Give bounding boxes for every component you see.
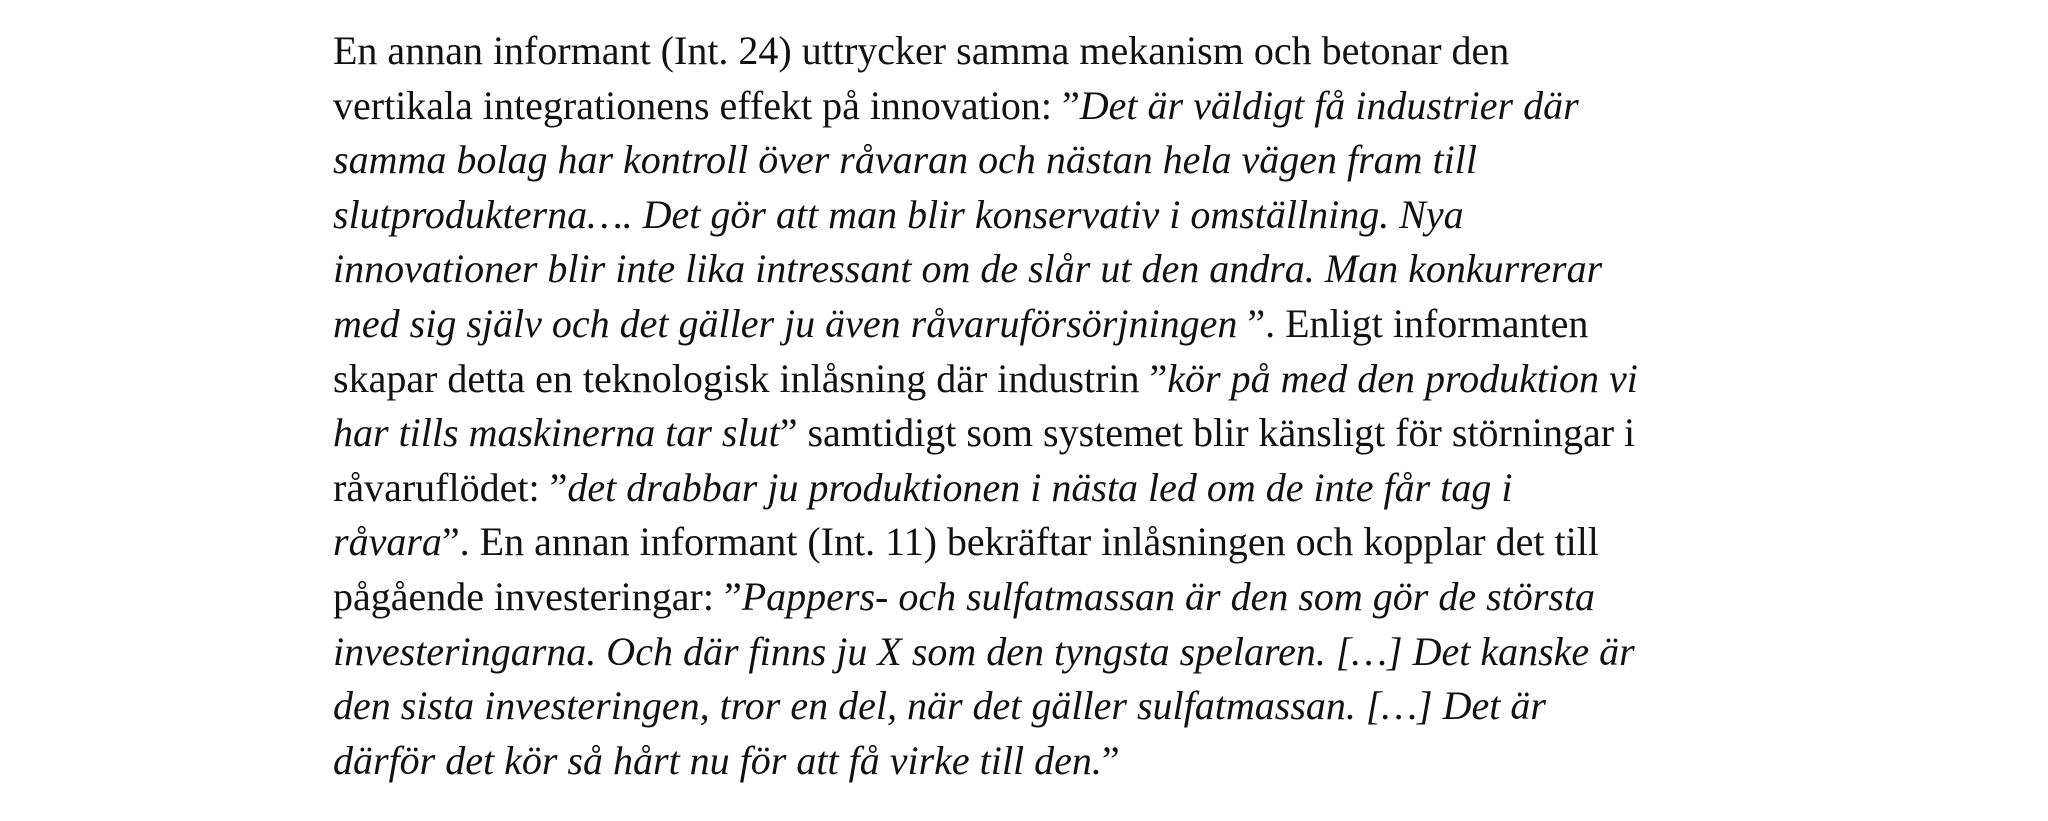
text-line: [333, 734, 1793, 789]
text-line: [333, 461, 1793, 516]
body-text: ”: [1101, 737, 1120, 783]
text-line: [333, 242, 1793, 297]
quoted-text: slutprodukterna…. Det gör att man blir konservativ i omställning. Nya: [333, 191, 1464, 237]
body-text: pågående investeringar: ”: [333, 573, 742, 619]
quoted-text: med sig själv och det gäller ju även råvaruförsörjningen: [333, 300, 1248, 346]
quoted-text: Pappers- och sulfatmassan är den som gör de största: [741, 573, 1596, 619]
text-line: [333, 406, 1793, 461]
body-text: råvaruflödet: ”: [333, 464, 568, 510]
body-text: skapar detta en teknologisk inlåsning där industrin ”: [333, 355, 1168, 401]
quoted-text: det drabbar ju produktionen i nästa led om de inte får tag i: [567, 464, 1513, 510]
document-page: [333, 24, 1793, 788]
body-text: ”. En annan informant (Int. 11) bekräftar inlåsningen och kopplar det till: [441, 519, 1599, 565]
text-line: [333, 625, 1793, 680]
quoted-text: den sista investeringen, tror en del, när det gäller sulfatmassan. […] Det är: [333, 683, 1546, 729]
body-text: En annan informant (Int. 24) uttrycker samma mekanism och betonar den: [333, 28, 1510, 73]
body-text: ”. Enligt informanten: [1247, 300, 1589, 346]
body-paragraph: [333, 24, 1793, 788]
quoted-text: har tills maskinerna tar slut: [333, 410, 780, 456]
text-line: [333, 570, 1793, 625]
text-line: [333, 133, 1793, 188]
text-line: [333, 352, 1793, 407]
text-line: [333, 515, 1793, 570]
text-line: [333, 24, 1793, 79]
text-line: [333, 188, 1793, 243]
body-text: ” samtidigt som systemet blir känsligt för störningar i: [779, 410, 1636, 456]
quoted-text: innovationer blir inte lika intressant om de slår ut den andra. Man konkurrerar: [333, 246, 1603, 292]
quoted-text: Det är väldigt få industrier där: [1079, 82, 1579, 128]
text-line: [333, 297, 1793, 352]
quoted-text: samma bolag har kontroll över råvaran och nästan hela vägen fram till: [333, 137, 1477, 183]
body-text: vertikala integrationens effekt på innovation: ”: [333, 82, 1080, 128]
quoted-text: därför det kör så hårt nu för att få virke till den.: [333, 737, 1102, 783]
text-line: [333, 79, 1793, 134]
text-line: [333, 679, 1793, 734]
quoted-text: råvara: [333, 519, 442, 565]
quoted-text: kör på med den produktion vi: [1167, 355, 1638, 401]
quoted-text: investeringarna. Och där finns ju X som den tyngsta spelaren. […] Det kanske är: [333, 628, 1635, 674]
